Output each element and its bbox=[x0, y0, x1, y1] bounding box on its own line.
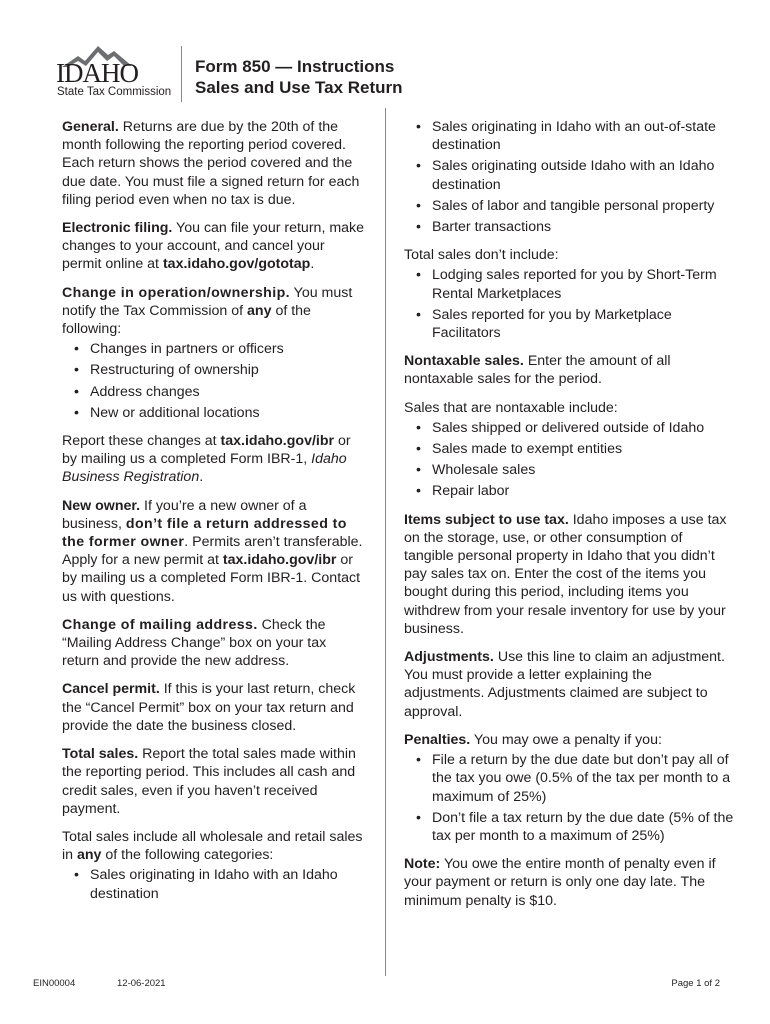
nontaxable-list bbox=[404, 419, 734, 501]
idaho-state-tax-commission-logo bbox=[52, 42, 174, 100]
use-tax-heading: Items subject to use tax. bbox=[404, 511, 569, 528]
change-ownership-heading: Change in operation/ownership. bbox=[62, 284, 290, 301]
include-any: any bbox=[76, 847, 102, 864]
penalties-heading: Penalties. bbox=[404, 731, 471, 748]
new-owner-section bbox=[62, 497, 366, 606]
include-text-1: Total sales include all wholesale and retail sales in bbox=[62, 828, 363, 864]
note-text: You owe the entire month of penalty even if your payment or return is only one day late. The minimum penalty is $10. bbox=[404, 856, 716, 909]
note-heading: Note: bbox=[404, 856, 441, 873]
report-text-1: Report these changes at bbox=[62, 433, 221, 450]
general-heading: General. bbox=[62, 119, 119, 135]
mailing-address-section bbox=[62, 616, 366, 671]
gototap-link[interactable]: tax.idaho.gov/gototap bbox=[162, 256, 311, 273]
electronic-filing-section bbox=[62, 219, 366, 274]
logo-subtitle: State Tax Commission bbox=[57, 86, 172, 98]
new-owner-heading: New owner. bbox=[62, 497, 141, 514]
report-form-name: Idaho Business Registration bbox=[62, 451, 347, 486]
electronic-filing-heading: Electronic filing. bbox=[62, 220, 173, 237]
list-item: • Sales shipped or delivered outside of Idaho bbox=[404, 419, 734, 437]
new-owner-text-1: If you’re a new owner of a business, bbox=[62, 497, 307, 532]
list-item: • Sales originating outside Idaho with an Idaho destination bbox=[404, 157, 734, 193]
new-owner-ibr-link[interactable]: tax.idaho.gov/ibr bbox=[222, 552, 337, 569]
list-item: • Repair labor bbox=[404, 482, 734, 500]
adjustments-text: Use this line to claim an adjustment. You must provide a letter explaining the adjustments. Adjustments claimed are subject to approval. bbox=[404, 649, 725, 720]
adjustments-heading: Adjustments. bbox=[404, 649, 494, 666]
ibr-link[interactable]: tax.idaho.gov/ibr bbox=[220, 433, 335, 450]
general-text: Returns are due by the 20th of the month following the reporting period covered. Each return shows the period covered and the due date. You must file a signed return for each filing period even when no tax is due. bbox=[62, 119, 360, 208]
cancel-permit-text: If this is your last return, check the “Cancel Permit” box on your tax return and provide the date the business closed. bbox=[62, 681, 356, 734]
change-ownership-text-2: of the following: bbox=[62, 302, 311, 338]
change-ownership-list bbox=[62, 340, 366, 422]
note-section bbox=[404, 855, 734, 910]
use-tax-section bbox=[404, 511, 734, 638]
title-line-1: Form 850 — Instructions bbox=[195, 57, 395, 76]
left-column bbox=[62, 118, 366, 913]
total-sales-exclude-list bbox=[404, 266, 734, 342]
list-item: • Wholesale sales bbox=[404, 461, 734, 479]
new-owner-warning: don’t file a return addressed to the former owner bbox=[62, 515, 347, 551]
cancel-permit-section bbox=[62, 680, 366, 735]
include-text-2: of the following categories: bbox=[101, 847, 274, 864]
title-line-2: Sales and Use Tax Return bbox=[195, 78, 403, 97]
list-item: • Sales made to exempt entities bbox=[404, 440, 734, 458]
mailing-address-heading: Change of mailing address. bbox=[62, 616, 258, 633]
nontaxable-heading: Nontaxable sales. bbox=[404, 353, 524, 370]
report-text-2: or by mailing us a completed Form IBR-1, bbox=[62, 433, 351, 468]
new-owner-text-2: . Permits aren’t transferable. Apply for a new permit at bbox=[62, 534, 363, 569]
list-item: • Sales originating in Idaho with an out-of-state destination bbox=[404, 118, 734, 154]
electronic-filing-end: . bbox=[310, 256, 315, 273]
mailing-address-text: Check the “Mailing Address Change” box on your tax return and provide the new address. bbox=[62, 616, 327, 670]
change-ownership-any: any bbox=[247, 302, 272, 319]
form-code: EIN00004 bbox=[33, 978, 76, 989]
header-divider bbox=[181, 46, 182, 102]
total-sales-text: Report the total sales made within the reporting period. This includes all cash and credit sales, even if you haven’t received payment. bbox=[62, 746, 356, 817]
list-item: • Sales originating in Idaho with an Idaho destination bbox=[62, 866, 366, 902]
list-item: • Sales of labor and tangible personal property bbox=[404, 197, 734, 215]
penalties-section bbox=[404, 731, 734, 749]
penalties-text: You may owe a penalty if you: bbox=[470, 731, 662, 748]
list-item: • File a return by the due date but don’t pay all of the tax you owe (0.5% of the tax per month to a maximum of 25%) bbox=[404, 751, 734, 806]
page-title bbox=[195, 56, 403, 98]
report-end: . bbox=[199, 469, 204, 486]
column-divider bbox=[385, 108, 386, 976]
nontaxable-intro: Sales that are nontaxable include: bbox=[404, 399, 618, 416]
change-ownership-section bbox=[62, 284, 366, 339]
list-item: • Don’t file a tax return by the due date (5% of the tax per month to a maximum of 25%) bbox=[404, 809, 734, 845]
new-owner-text-3: or by mailing us a completed Form IBR-1. Contact us with questions. bbox=[62, 552, 361, 605]
list-item: • New or additional locations bbox=[62, 404, 366, 422]
list-item: • Restructuring of ownership bbox=[62, 361, 366, 379]
cancel-permit-heading: Cancel permit. bbox=[62, 681, 160, 698]
revision-date: 12-06-2021 bbox=[117, 978, 166, 989]
total-sales-exclude-intro: Total sales don’t include: bbox=[404, 247, 559, 264]
nontaxable-text: Enter the amount of all nontaxable sales for the period. bbox=[404, 353, 671, 388]
list-item: • Barter transactions bbox=[404, 218, 734, 236]
list-item: • Changes in partners or officers bbox=[62, 340, 366, 358]
change-ownership-text-1: You must notify the Tax Commission of bbox=[62, 284, 353, 319]
total-sales-include-list bbox=[62, 866, 366, 902]
total-sales-include-paragraph bbox=[62, 828, 366, 864]
logo-wordmark: IDAHO bbox=[56, 58, 138, 88]
general-section bbox=[62, 118, 366, 209]
list-item: • Lodging sales reported for you by Short-Term Rental Marketplaces bbox=[404, 266, 734, 302]
total-sales-heading: Total sales. bbox=[62, 746, 139, 763]
total-sales-section bbox=[62, 745, 366, 818]
report-changes-paragraph bbox=[62, 432, 366, 487]
list-item: • Address changes bbox=[62, 383, 366, 401]
electronic-filing-text: You can file your return, make changes to your account, and cancel your permit online at bbox=[62, 220, 365, 273]
use-tax-text: Idaho imposes a use tax on the storage, use, or other consumption of tangible personal property in Idaho that you didn’t pay sales tax on. Enter the cost of the items you bought during this period, including items you withdrew from your resale inventory for use by your business. bbox=[404, 511, 727, 637]
list-item: • Sales reported for you by Marketplace Facilitators bbox=[404, 306, 734, 342]
adjustments-section bbox=[404, 648, 734, 721]
total-sales-include-list-continued bbox=[404, 118, 734, 236]
page-number: Page 1 of 2 bbox=[671, 978, 720, 989]
penalties-list bbox=[404, 751, 734, 845]
nontaxable-section bbox=[404, 352, 734, 388]
right-column bbox=[404, 118, 734, 920]
